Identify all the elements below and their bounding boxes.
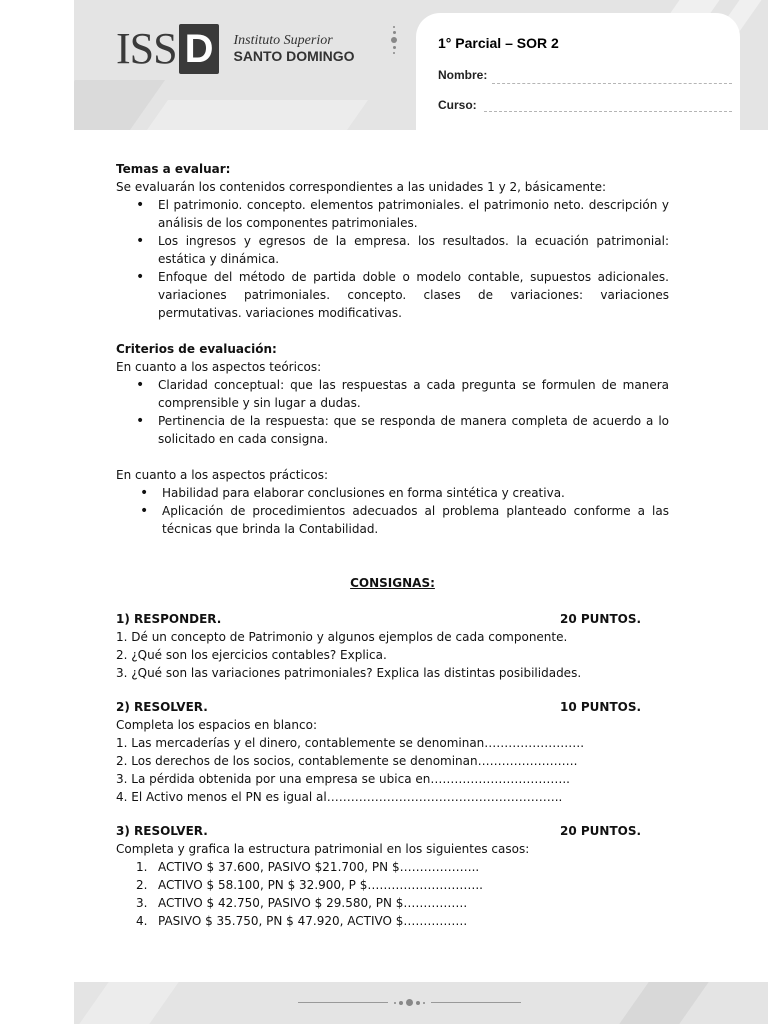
section-3-intro: Completa y grafica la estructura patrimonial en los siguientes casos: [116, 842, 530, 856]
course-field[interactable] [484, 111, 732, 112]
footer-ornament [298, 999, 521, 1006]
item-number: 1. [136, 860, 148, 874]
practicos-list [116, 484, 669, 538]
list-item: • Los ingresos y egresos de la empresa. los resultados. la ecuación patrimonial: estática y dinámica. [158, 232, 669, 268]
spacer [116, 592, 669, 610]
spacer [116, 322, 669, 340]
list-item: • El patrimonio. concepto. elementos patrimoniales. el patrimonio neto. descripción y análisis de los componentes patrimoniales. [158, 196, 669, 232]
dot [416, 1001, 420, 1005]
consignas-heading: CONSIGNAS: [350, 576, 435, 590]
section-2-header [116, 698, 669, 716]
item-text: ACTIVO $ 58.100, PN $ 32.900, P $……………………….. [158, 878, 483, 892]
section-2-title: 2) RESOLVER. [116, 700, 208, 714]
dot [406, 999, 413, 1006]
temas-intro: Se evaluarán los contenidos correspondientes a las unidades 1 y 2, básicamente: [116, 180, 607, 194]
section-3-title: 3) RESOLVER. [116, 824, 208, 838]
dot [394, 1002, 396, 1004]
question-line: 2. Los derechos de los socios, contablemente se denominan……………………. [116, 754, 578, 768]
dot [391, 37, 397, 43]
spacer [116, 806, 669, 822]
section-1-header [116, 610, 669, 628]
footer-rule [298, 1002, 388, 1003]
question-line: 3. La pérdida obtenida por una empresa se ubica en…………………………….. [116, 772, 570, 786]
spacer [116, 448, 669, 466]
name-label: Nombre: [438, 68, 488, 82]
decorative-dots [394, 999, 425, 1006]
list-item [136, 912, 669, 930]
temas-heading: Temas a evaluar: [116, 162, 231, 176]
teoricos-list [116, 376, 669, 448]
exam-content [116, 160, 669, 930]
dot [393, 26, 395, 28]
institute-logo [116, 24, 355, 74]
footer-band [74, 982, 768, 1024]
dot [423, 1002, 425, 1004]
list-item [136, 858, 669, 876]
list-item [136, 894, 669, 912]
dot [393, 52, 395, 54]
dot [399, 1001, 403, 1005]
name-field[interactable] [492, 83, 732, 84]
section-3-header [116, 822, 669, 840]
teoricos-intro: En cuanto a los aspectos teóricos: [116, 360, 322, 374]
exam-title: 1° Parcial – SOR 2 [438, 35, 559, 51]
spacer [116, 682, 669, 698]
item-number: 3. [136, 896, 148, 910]
item-text: ACTIVO $ 42.750, PASIVO $ 29.580, PN $……………. [158, 896, 468, 910]
dot [393, 31, 396, 34]
logo-name-line: SANTO DOMINGO [233, 48, 355, 64]
section-1-points: 20 PUNTOS. [560, 612, 642, 626]
student-info-card [416, 13, 740, 133]
footer-decor-stripe [79, 982, 178, 1024]
footer-decor-stripe [619, 982, 708, 1024]
logo-institute-line: Instituto Superior [233, 33, 333, 49]
criterios-heading: Criterios de evaluación: [116, 342, 277, 356]
section-2-points: 10 PUNTOS. [560, 700, 642, 714]
list-item: • Habilidad para elaborar conclusiones en forma sintética y creativa. [162, 484, 669, 502]
item-text: ACTIVO $ 37.600, PASIVO $21.700, PN $……………….. [158, 860, 480, 874]
question-line: 1. Las mercaderías y el dinero, contablemente se denominan……………………. [116, 736, 585, 750]
item-text: PASIVO $ 35.750, PN $ 47.920, ACTIVO $……………. [158, 914, 468, 928]
list-item: • Pertinencia de la respuesta: que se responda de manera completa de acuerdo a lo solicitado en cada consigna. [158, 412, 669, 448]
list-item: • Aplicación de procedimientos adecuados al problema planteado conforme a las técnicas que brinda la Contabilidad. [162, 502, 669, 538]
list-item: • Enfoque del método de partida doble o modelo contable, supuestos adicionales. variaciones patrimoniales. concepto. clases de variaciones: variaciones permutativas. variaciones modificativas. [158, 268, 669, 322]
section-2-intro: Completa los espacios en blanco: [116, 718, 317, 732]
page-margin [0, 0, 74, 1024]
list-item: • Claridad conceptual: que las respuestas a cada pregunta se formulen de manera comprensible y sin lugar a dudas. [158, 376, 669, 412]
course-label: Curso: [438, 98, 477, 112]
item-number: 2. [136, 878, 148, 892]
spacer [116, 538, 669, 574]
decorative-dots [391, 26, 397, 54]
question-line: 2. ¿Qué son los ejercicios contables? Explica. [116, 648, 387, 662]
header-decor-stripe [140, 100, 368, 130]
section-3-list [116, 858, 669, 930]
question-line: 4. El Activo menos el PN es igual al………………………………………………….. [116, 790, 563, 804]
item-number: 4. [136, 914, 148, 928]
list-item [136, 876, 669, 894]
section-3-points: 20 PUNTOS. [560, 824, 642, 838]
temas-list [116, 196, 669, 322]
logo-text [233, 34, 354, 63]
dot [393, 46, 396, 49]
footer-rule [431, 1002, 521, 1003]
question-line: 1. Dé un concepto de Patrimonio y algunos ejemplos de cada componente. [116, 630, 568, 644]
question-line: 3. ¿Qué son las variaciones patrimoniales? Explica las distintas posibilidades. [116, 666, 582, 680]
practicos-intro: En cuanto a los aspectos prácticos: [116, 468, 329, 482]
logo-mark-d: D [179, 24, 220, 74]
logo-mark-iss: ISS [116, 24, 177, 73]
section-1-title: 1) RESPONDER. [116, 612, 222, 626]
